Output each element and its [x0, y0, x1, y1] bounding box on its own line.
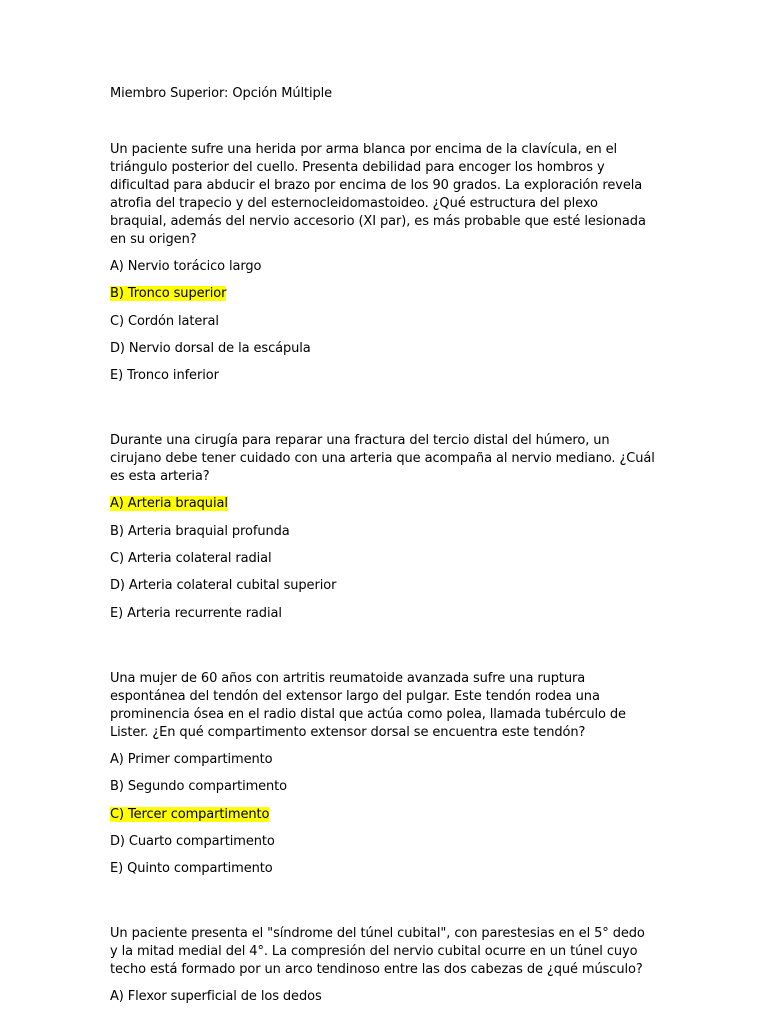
answer-option	[110, 313, 655, 340]
option-text: E) Tronco inferior	[110, 368, 219, 384]
option-text: A) Primer compartimento	[110, 751, 273, 767]
question-3	[110, 670, 655, 887]
answer-option	[110, 605, 655, 632]
answer-option	[110, 751, 655, 778]
answer-option	[110, 806, 655, 833]
document-title: Miembro Superior: Opción Múltiple	[110, 86, 333, 101]
answer-option	[110, 778, 655, 805]
answer-option	[110, 285, 655, 312]
option-text: D) Arteria colateral cubital superior	[110, 578, 337, 594]
answer-option	[110, 258, 655, 285]
answer-option	[110, 833, 655, 860]
question-stem: Una mujer de 60 años con artritis reumatoide avanzada sufre una ruptura espontánea del tendón del extensor largo del pulgar. Este tendón rodea una prominencia ósea en el radio distal que actúa como polea, llamada tubérculo de Lister. ¿En qué compartimento extensor dorsal se encuentra este tendón?	[110, 670, 626, 740]
option-text: A) Nervio torácico largo	[110, 259, 262, 274]
option-text: B) Arteria braquial profunda	[110, 523, 290, 539]
answer-option	[110, 523, 655, 550]
option-text: C) Arteria colateral radial	[110, 551, 272, 567]
question-stem: Un paciente presenta el "síndrome del túnel cubital", con parestesias en el 5° dedo y la mitad medial del 4°. La compresión del nervio cubital ocurre en un túnel cuyo techo está formado por un arco tendinoso entre las dos cabezas de ¿qué músculo?	[110, 926, 645, 978]
option-text: B) Segundo compartimento	[110, 779, 288, 795]
document-page	[110, 85, 655, 1016]
option-text-highlighted: A) Arteria braquial	[110, 496, 228, 512]
option-text: C) Cordón lateral	[110, 313, 219, 329]
answer-option	[110, 988, 655, 1015]
option-text-highlighted: C) Tercer compartimento	[110, 806, 270, 822]
answer-option	[110, 550, 655, 577]
question-1	[110, 141, 655, 394]
answer-option	[110, 577, 655, 604]
option-text: E) Arteria recurrente radial	[110, 605, 282, 621]
question-stem: Durante una cirugía para reparar una fractura del tercio distal del húmero, un cirujano debe tener cuidado con una arteria que acompaña al nervio mediano. ¿Cuál es esta arteria?	[110, 433, 655, 485]
answer-option	[110, 367, 655, 394]
answer-option	[110, 860, 655, 887]
question-stem: Un paciente sufre una herida por arma blanca por encima de la clavícula, en el triángulo posterior del cuello. Presenta debilidad para encoger los hombros y dificultad para abducir el brazo por encima de los 90 grados. La exploración revela atrofia del trapecio y del esternocleidomastoideo. ¿Qué estructura del plexo braquial, además del nervio accesorio (XI par), es más probable que esté lesionada en su origen?	[110, 142, 646, 247]
question-2	[110, 432, 655, 631]
answer-option	[110, 495, 655, 522]
option-text: D) Nervio dorsal de la escápula	[110, 340, 311, 356]
option-text: D) Cuarto compartimento	[110, 833, 275, 849]
option-text-highlighted: B) Tronco superior	[110, 286, 227, 302]
question-4	[110, 925, 655, 1015]
option-text: A) Flexor superficial de los dedos	[110, 989, 322, 1005]
option-text: E) Quinto compartimento	[110, 861, 273, 877]
answer-option	[110, 340, 655, 367]
